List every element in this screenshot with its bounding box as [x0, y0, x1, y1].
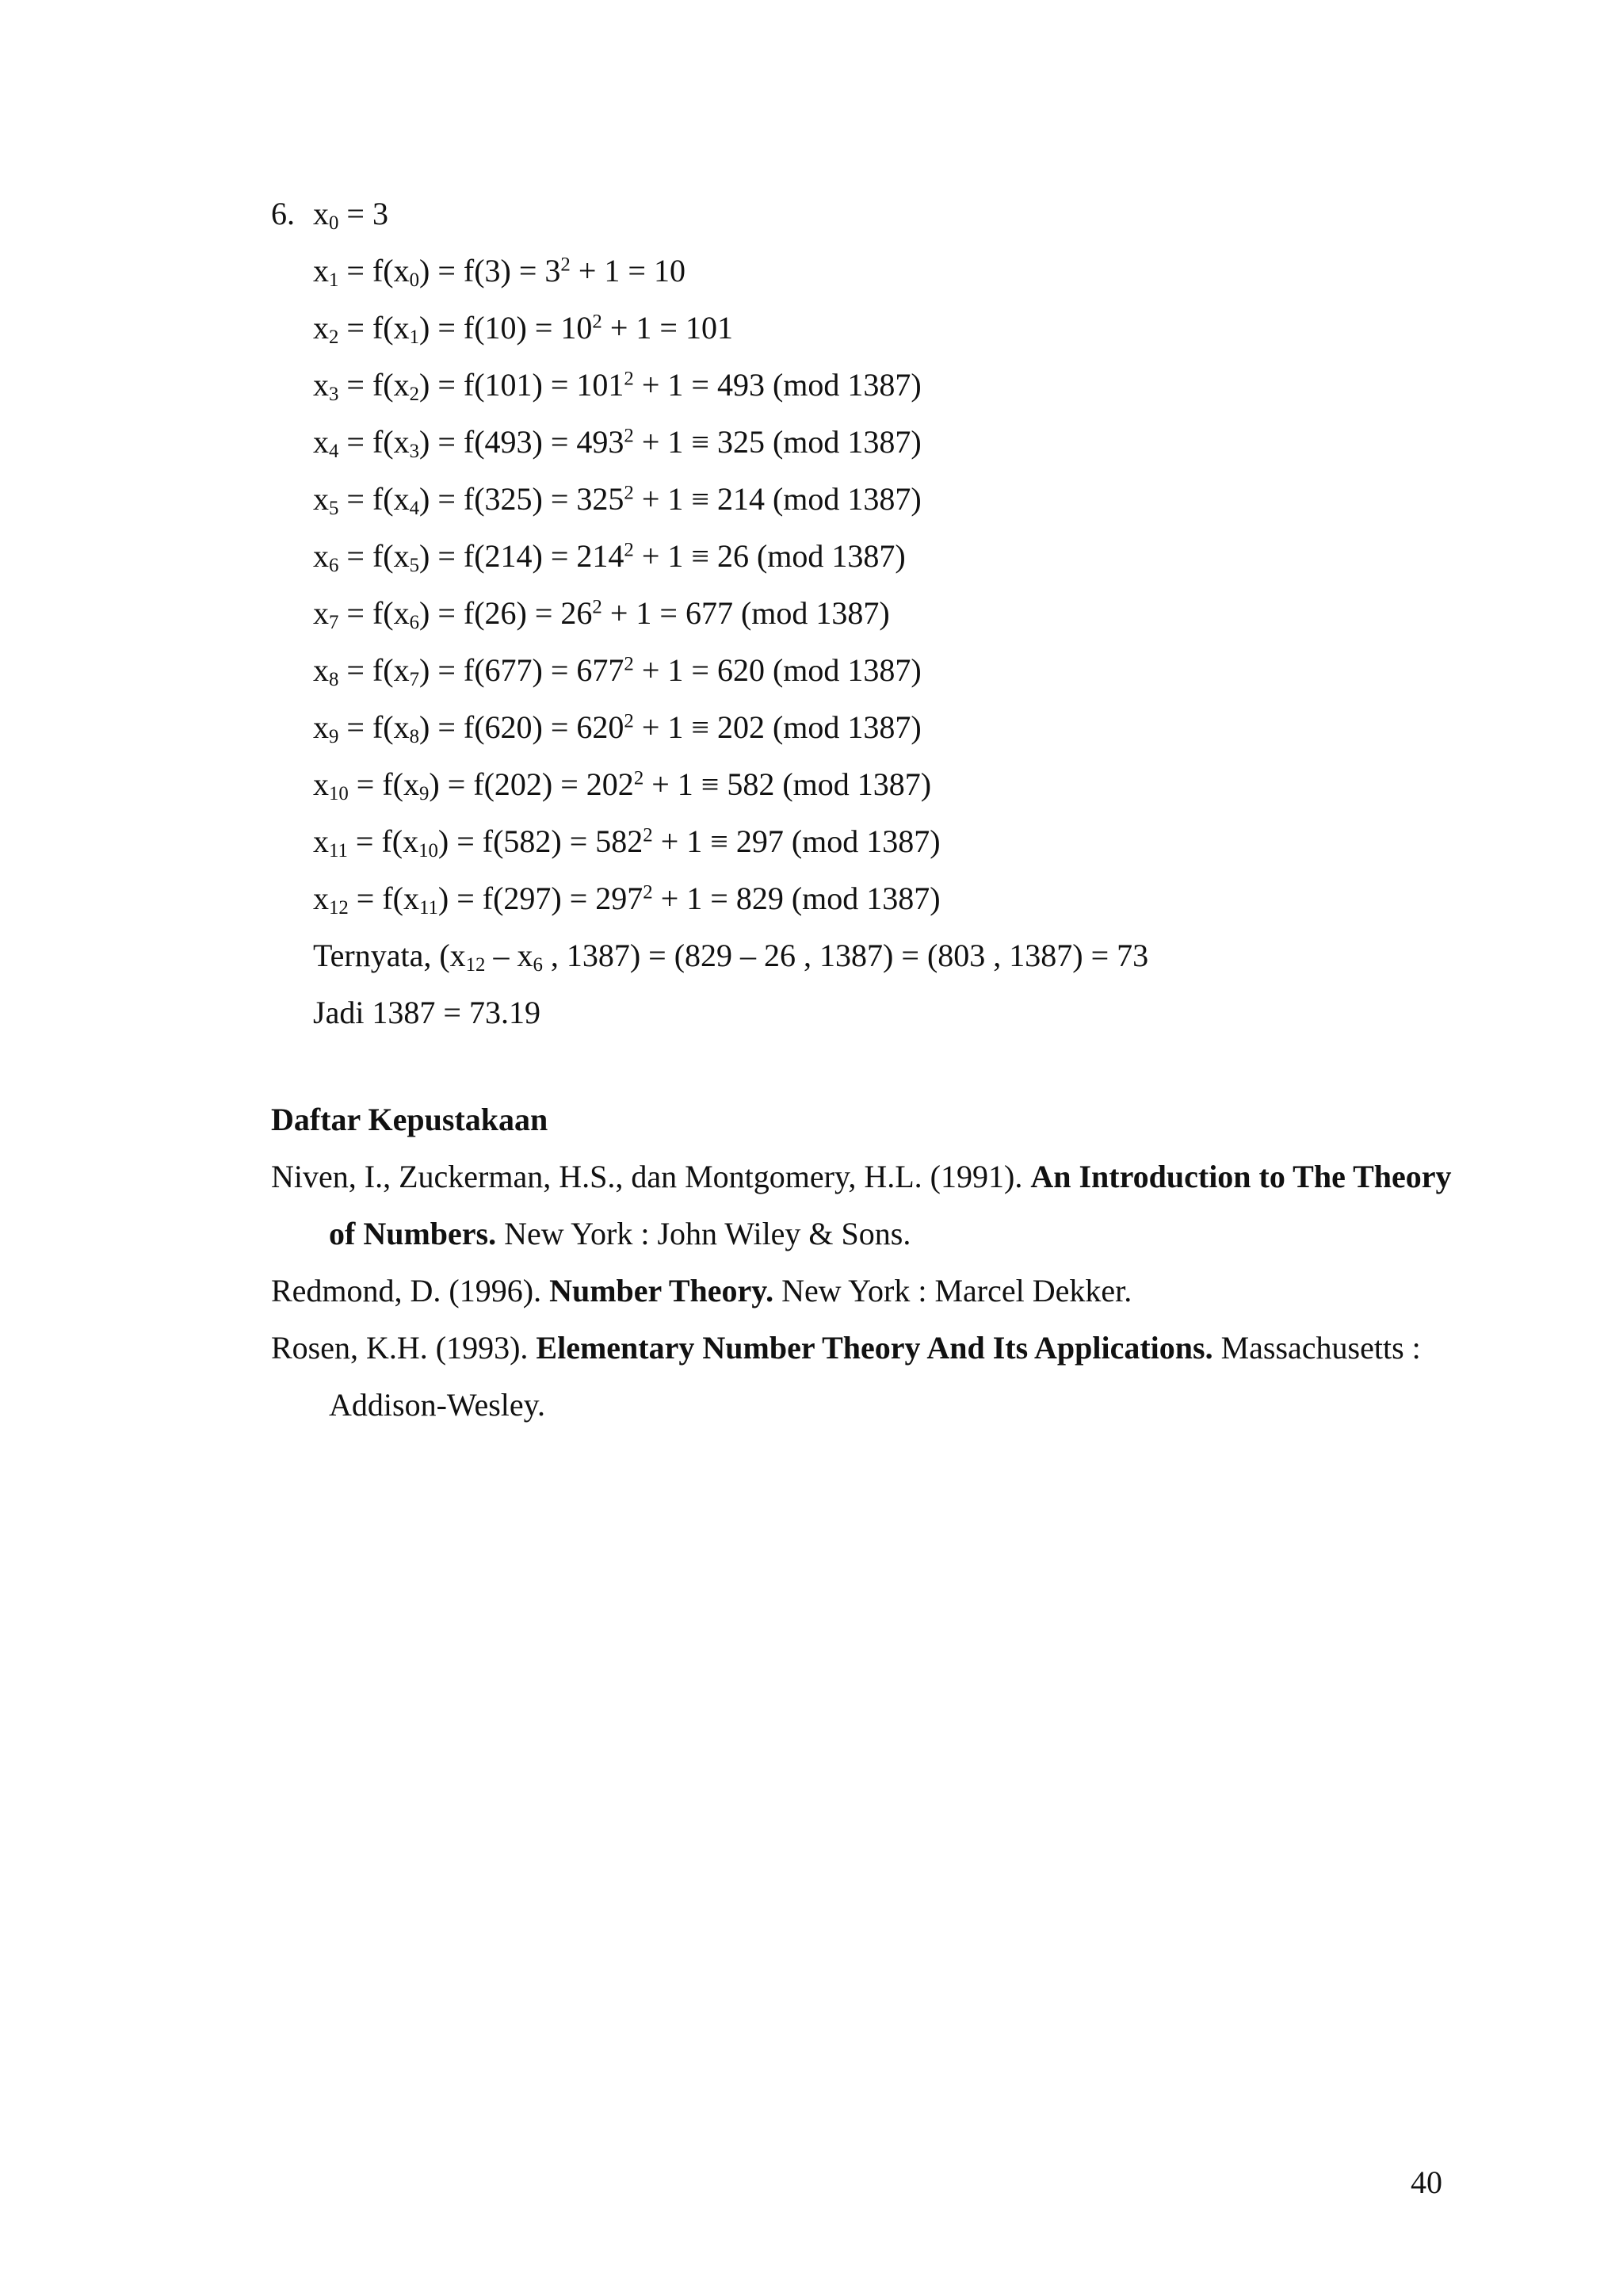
reference-item: Niven, I., Zuckerman, H.S., dan Montgomery, H.L. (1991). An Introduction to The Theory of Numbers. New York : John Wiley & Sons. [271, 1159, 1452, 1251]
reference-item: Redmond, D. (1996). Number Theory. New York : Marcel Dekker. [271, 1273, 1132, 1308]
equation-line: $x_4 = f(x_3) = f(493) = 493^2 + 1 \equiv 325$ (mod 1387) [313, 424, 922, 463]
equation-line: $x_2 = f(x_1) = f(10) = 10^2 + 1 = 101$ [313, 310, 733, 349]
equation-line: $x_{11} = f(x_{10}) = f(582) = 582^2 + 1 \equiv 297$ (mod 1387) [313, 823, 941, 862]
problem-6-solution [271, 185, 1460, 1041]
equation-line: $x_6 = f(x_5) = f(214) = 214^2 + 1 \equiv 26$ (mod 1387) [313, 538, 906, 577]
problem-number: 6. [271, 196, 295, 231]
equation-line: $x_1 = f(x_0) = f(3) = 3^2 + 1 = 10$ [313, 253, 685, 292]
equation-line: $x_5 = f(x_4) = f(325) = 325^2 + 1 \equiv 214$ (mod 1387) [313, 481, 922, 520]
bibliography [271, 1091, 1460, 1434]
conclusion-line: Ternyata, ($x_{12} - x_6$ , 1387) = (829 – 26 , 1387) = (803 , 1387) = 73 [313, 938, 1149, 976]
equation-line: $x_8 = f(x_7) = f(677) = 677^2 + 1 = 620$ (mod 1387) [313, 652, 922, 691]
equation-line: $x_7 = f(x_6) = f(26) = 26^2 + 1 = 677$ (mod 1387) [313, 595, 890, 634]
page-number: 40 [1411, 2164, 1442, 2200]
equation-line: 6. $x_0 = 3$ [271, 185, 1460, 243]
equation-line: $x_{12} = f(x_{11}) = f(297) = 297^2 + 1 = 829$ (mod 1387) [313, 881, 941, 919]
final-answer-line: Jadi 1387 = 73.19 [313, 995, 540, 1030]
bibliography-title: Daftar Kepustakaan [271, 1102, 548, 1137]
equation-line: $x_{10} = f(x_9) = f(202) = 202^2 + 1 \equiv 582$ (mod 1387) [313, 766, 932, 805]
reference-item: Rosen, K.H. (1993). Elementary Number Theory And Its Applications. Massachusetts : Addison-Wesley. [271, 1330, 1421, 1423]
equation-line: $x_9 = f(x_8) = f(620) = 620^2 + 1 \equiv 202$ (mod 1387) [313, 709, 922, 748]
equation-line: $x_3 = f(x_2) = f(101) = 101^2 + 1 = 493$ (mod 1387) [313, 367, 922, 406]
